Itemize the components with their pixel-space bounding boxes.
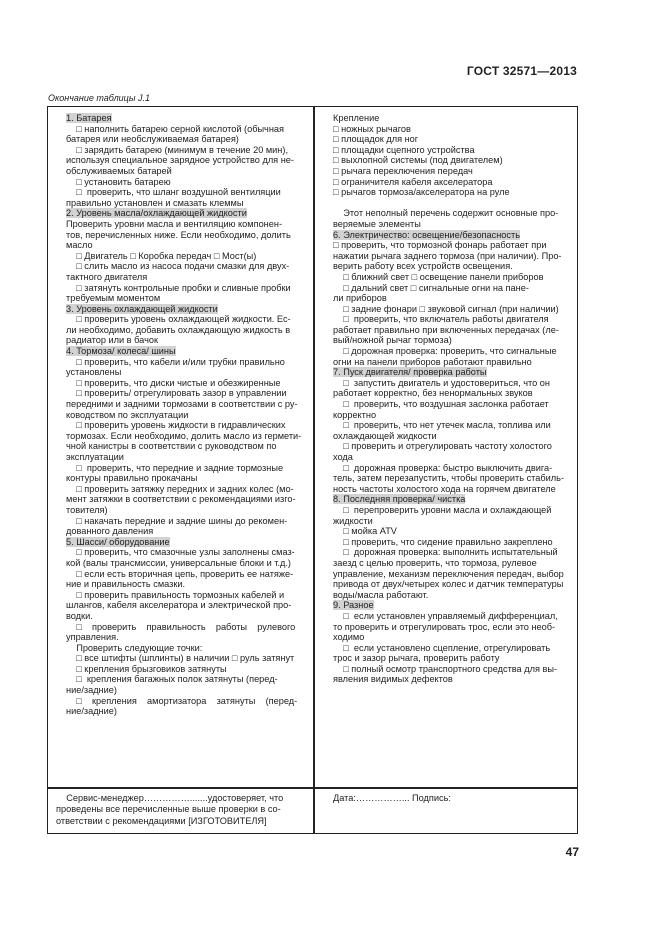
text-line: обслуживаемых батарей	[66, 165, 172, 176]
text-line: товителя)	[66, 504, 108, 515]
text-line: эксплуатации	[66, 452, 124, 462]
text-line: вый/ножной рычаг тормоза)	[333, 335, 452, 346]
text-line: то проверить и отрегулировать трос, если это необ-	[333, 621, 556, 632]
text-line: □ крепления багажных полок затянуты (перед-	[66, 674, 278, 685]
date-signature-line: Дата:……………... Подпись:	[333, 793, 451, 803]
section-heading	[66, 537, 308, 548]
text-line: ли необходимо, добавить охлаждающую жидкость в	[66, 324, 291, 335]
text-line: □ проверить, что смазочные узлы заполнены смаз-	[66, 547, 295, 558]
text-line: □ запустить двигатель и удостовериться, что он	[333, 377, 550, 388]
text-line: ние и правильность смазки.	[66, 579, 186, 590]
text-line: веряемые элементы	[333, 218, 421, 229]
statement-line: ответствии с рекомендациями [ИЗГОТОВИТЕЛЯ]	[56, 815, 267, 826]
text-line: явления видимых дефектов	[333, 674, 453, 685]
text-line: ководством по эксплуатации	[66, 409, 189, 420]
text-line: Проверить уровни масла и вентиляцию компонен-	[66, 218, 283, 229]
text-line: □ затянуть контрольные пробки и сливные пробки	[66, 282, 291, 293]
statement-line: проведены все перечисленные выше проверки в со-	[56, 804, 281, 815]
text-line: передними и задними тормозами в соответствии с ру-	[66, 399, 298, 410]
text-line: □ проверить/ отрегулировать зазор в управлении	[66, 388, 287, 399]
text-line: Проверить следующие точки:	[66, 642, 203, 653]
section-heading-text: 5. Шасси/ оборудование	[66, 536, 170, 547]
text-line: управления.	[66, 632, 119, 643]
service-manager-statement	[56, 793, 311, 827]
text-line: чной канистры в соответствии с руководством по	[66, 441, 277, 452]
section-heading	[333, 230, 573, 241]
footer-divider	[48, 787, 577, 789]
text-line: □ наполнить батарею серной кислотой (обычная	[66, 123, 285, 134]
text-line: □ все штифты (шплинты) в наличии □ руль затянут	[66, 653, 295, 664]
section-heading	[333, 494, 573, 505]
section-heading	[66, 208, 308, 219]
text-line: □ проверить, что включатель работы двигателя	[333, 314, 549, 325]
text-line: хода	[333, 452, 353, 462]
text-line: работает правильно при включенных передачах (ле-	[333, 324, 559, 335]
page-number: 47	[565, 845, 579, 859]
statement-line: Сервис-менеджер…………….......удостоверяет, что	[56, 793, 284, 803]
section-heading	[333, 600, 573, 611]
text-line: □ дорожная проверка: проверить, что сигнальные	[333, 346, 557, 357]
text-line: жидкости	[333, 515, 373, 526]
text-line: тактного двигателя	[66, 271, 148, 282]
text-line: ние/задние)	[66, 706, 117, 717]
text-line: □ площадок для ног	[333, 134, 419, 145]
text-line: □ установить батарею	[66, 176, 171, 187]
inspection-table	[47, 106, 578, 834]
section-heading-text: 2. Уровень масла/охлаждающей жидкости	[66, 208, 247, 219]
section-heading	[66, 304, 308, 315]
text-line: шлангов, кабеля акселератора и электрической про-	[66, 600, 292, 611]
text-line: □ ножных рычагов	[333, 123, 411, 134]
text-line: требуемым моментом	[66, 293, 161, 304]
text-line: □ дорожная проверка: быстро выключить двига-	[333, 462, 553, 473]
text-line: □ проверить, что нет утечек масла, топлива или	[333, 420, 551, 431]
text-line: □ проверить уровень охлаждающей жидкости. Ес-	[66, 314, 291, 325]
text-line: водки.	[66, 610, 93, 621]
text-line: □ проверить, что сидение правильно закреплено	[333, 536, 553, 547]
text-line: □ если установлен управляемый дифференциал,	[333, 610, 558, 621]
text-line: используя специальное зарядное устройство для не-	[66, 155, 294, 166]
text-line	[333, 198, 573, 209]
text-line: Крепление	[333, 113, 380, 123]
text-line: воды/масла работают.	[333, 589, 429, 600]
section-heading-text: 3. Уровень охлаждающей жидкости	[66, 303, 218, 314]
text-line: нажатии рычага заднего тормоза (при наличии). Про-	[333, 250, 562, 261]
text-line: □ ближний свет □ освещение панели приборов	[333, 271, 544, 282]
text-line: привода от двух/четырех колес и датчик температуры	[333, 579, 564, 590]
text-line: □ крепления брызговиков затянуты	[66, 663, 227, 674]
text-line: мент затяжки в соответствии с рекомендациями изго-	[66, 494, 296, 505]
table-caption: Окончание таблицы J.1	[48, 93, 150, 103]
text-line: □ дорожная проверка: выполнить испытательный	[333, 547, 558, 558]
section-heading-text: 1. Батарея	[66, 113, 112, 123]
section-heading-text: 7. Пуск двигателя/ проверка работы	[333, 367, 487, 378]
text-line: корректно	[333, 409, 377, 420]
text-line: □ проверить и отрегулировать частоту холостого	[333, 441, 552, 452]
text-line: □ проверить правильность тормозных кабелей и	[66, 589, 285, 600]
text-line: □ проверить правильность работы рулевого	[66, 621, 296, 632]
text-line: заезд с целью проверить, что тормоза, рулевое	[333, 557, 537, 568]
text-line: □ крепления амортизатора затянуты (перед-	[66, 695, 298, 706]
text-line: контуры правильно прокачаны	[66, 473, 198, 484]
text-line: □ проверить, что передние и задние тормозные	[66, 462, 284, 473]
text-line: □ слить масло из насоса подачи смазки для двух-	[66, 261, 290, 272]
text-line: □ проверить, что тормозной фонарь работает при	[333, 240, 547, 251]
column-divider	[313, 107, 315, 833]
text-line: □ площадки сцепного устройства	[333, 144, 475, 155]
text-line: правильно установлен и смазать клеммы	[66, 197, 244, 208]
text-line: □ если установлено сцепление, отрегулировать	[333, 642, 551, 653]
text-line: батарея или необслуживаемая батарея)	[66, 134, 239, 145]
text-line: □ дальний свет □ сигнальные огни на пане-	[333, 282, 529, 293]
text-line: работает корректно, без ненормальных звуков	[333, 388, 533, 399]
section-heading	[333, 367, 573, 378]
text-line: радиатор или в бачок	[66, 335, 158, 346]
section-heading	[66, 113, 308, 124]
text-line: □ полный осмотр транспортного средства для вы-	[333, 663, 558, 674]
text-line: □ проверить уровень жидкости в гидравлических	[66, 420, 286, 431]
standard-number: ГОСТ 32571—2013	[466, 64, 577, 78]
text-line: □ зарядить батарею (минимум в течение 20 мин),	[66, 144, 288, 155]
text-line: □ если есть вторичная цепь, проверить ее натяже-	[66, 568, 294, 579]
text-line: □ накачать передние и задние шины до рекомен-	[66, 515, 288, 526]
right-column	[333, 113, 573, 685]
text-line: Этот неполный перечень содержит основные про-	[333, 208, 559, 219]
text-line: дованного давления	[66, 526, 154, 537]
text-line: установлены	[66, 367, 122, 378]
text-line: ли приборов	[333, 293, 387, 304]
text-line: охлаждающей жидкости	[333, 430, 437, 441]
text-line: трос и зазор рычага, проверить работу	[333, 653, 500, 664]
text-line: □ задние фонари □ звуковой сигнал (при наличии)	[333, 303, 559, 314]
text-line: □ проверить затяжку передних и задних колес (мо-	[66, 483, 294, 494]
left-column	[66, 113, 308, 717]
text-line: □ проверить, что воздушная заслонка работает	[333, 399, 549, 410]
text-line: □ рычагов тормоза/акселератора на руле	[333, 187, 510, 198]
text-line: □ ограничителя кабеля акселератора	[333, 176, 493, 187]
text-line: □ проверить, что кабели и/или трубки правильно	[66, 356, 285, 367]
text-line: ходимо	[333, 632, 365, 643]
text-line: □ перепроверить уровни масла и охлаждающей	[333, 504, 552, 515]
section-heading-text: 9. Разное	[333, 600, 374, 611]
text-line: □ Двигатель □ Коробка передач □ Мост(ы)	[66, 250, 257, 261]
text-line: □ рычага переключения передач	[333, 165, 473, 176]
text-line: ность частоты холостого хода на горячем двигателе	[333, 483, 556, 494]
text-line: кой (валы трансмиссии, универсальные блоки и т.д.)	[66, 557, 291, 568]
section-heading-text: 6. Электричество: освещение/безопасность	[333, 229, 521, 240]
text-line: огни на панели приборов работают правильно	[333, 356, 532, 367]
text-line: тормозах. Если необходимо, долить масло из гермети-	[66, 430, 302, 441]
text-line: □ мойка ATV	[333, 526, 397, 537]
section-heading	[66, 346, 308, 357]
text-line: ние/задние)	[66, 685, 117, 696]
text-line: управление, механизм переключения передач, выбор	[333, 568, 564, 579]
text-line: □ проверить, что диски чистые и обезжиренные	[66, 377, 281, 388]
text-line: тов, перечисленных ниже. Если необходимо, долить	[66, 229, 291, 240]
text-line: масло	[66, 240, 93, 251]
text-line: □ проверить, что шланг воздушной вентиляции	[66, 187, 281, 198]
text-line: □ выхлопной системы (под двигателем)	[333, 155, 503, 166]
section-heading-text: 4. Тормоза/ колеса/ шины	[66, 346, 176, 357]
text-line: верить работу всех устройств освещения.	[333, 261, 513, 272]
text-line: тель, затем перезапустить, чтобы проверить стабиль-	[333, 473, 564, 484]
section-heading-text: 8. Последняя проверка/ чистка	[333, 494, 466, 505]
